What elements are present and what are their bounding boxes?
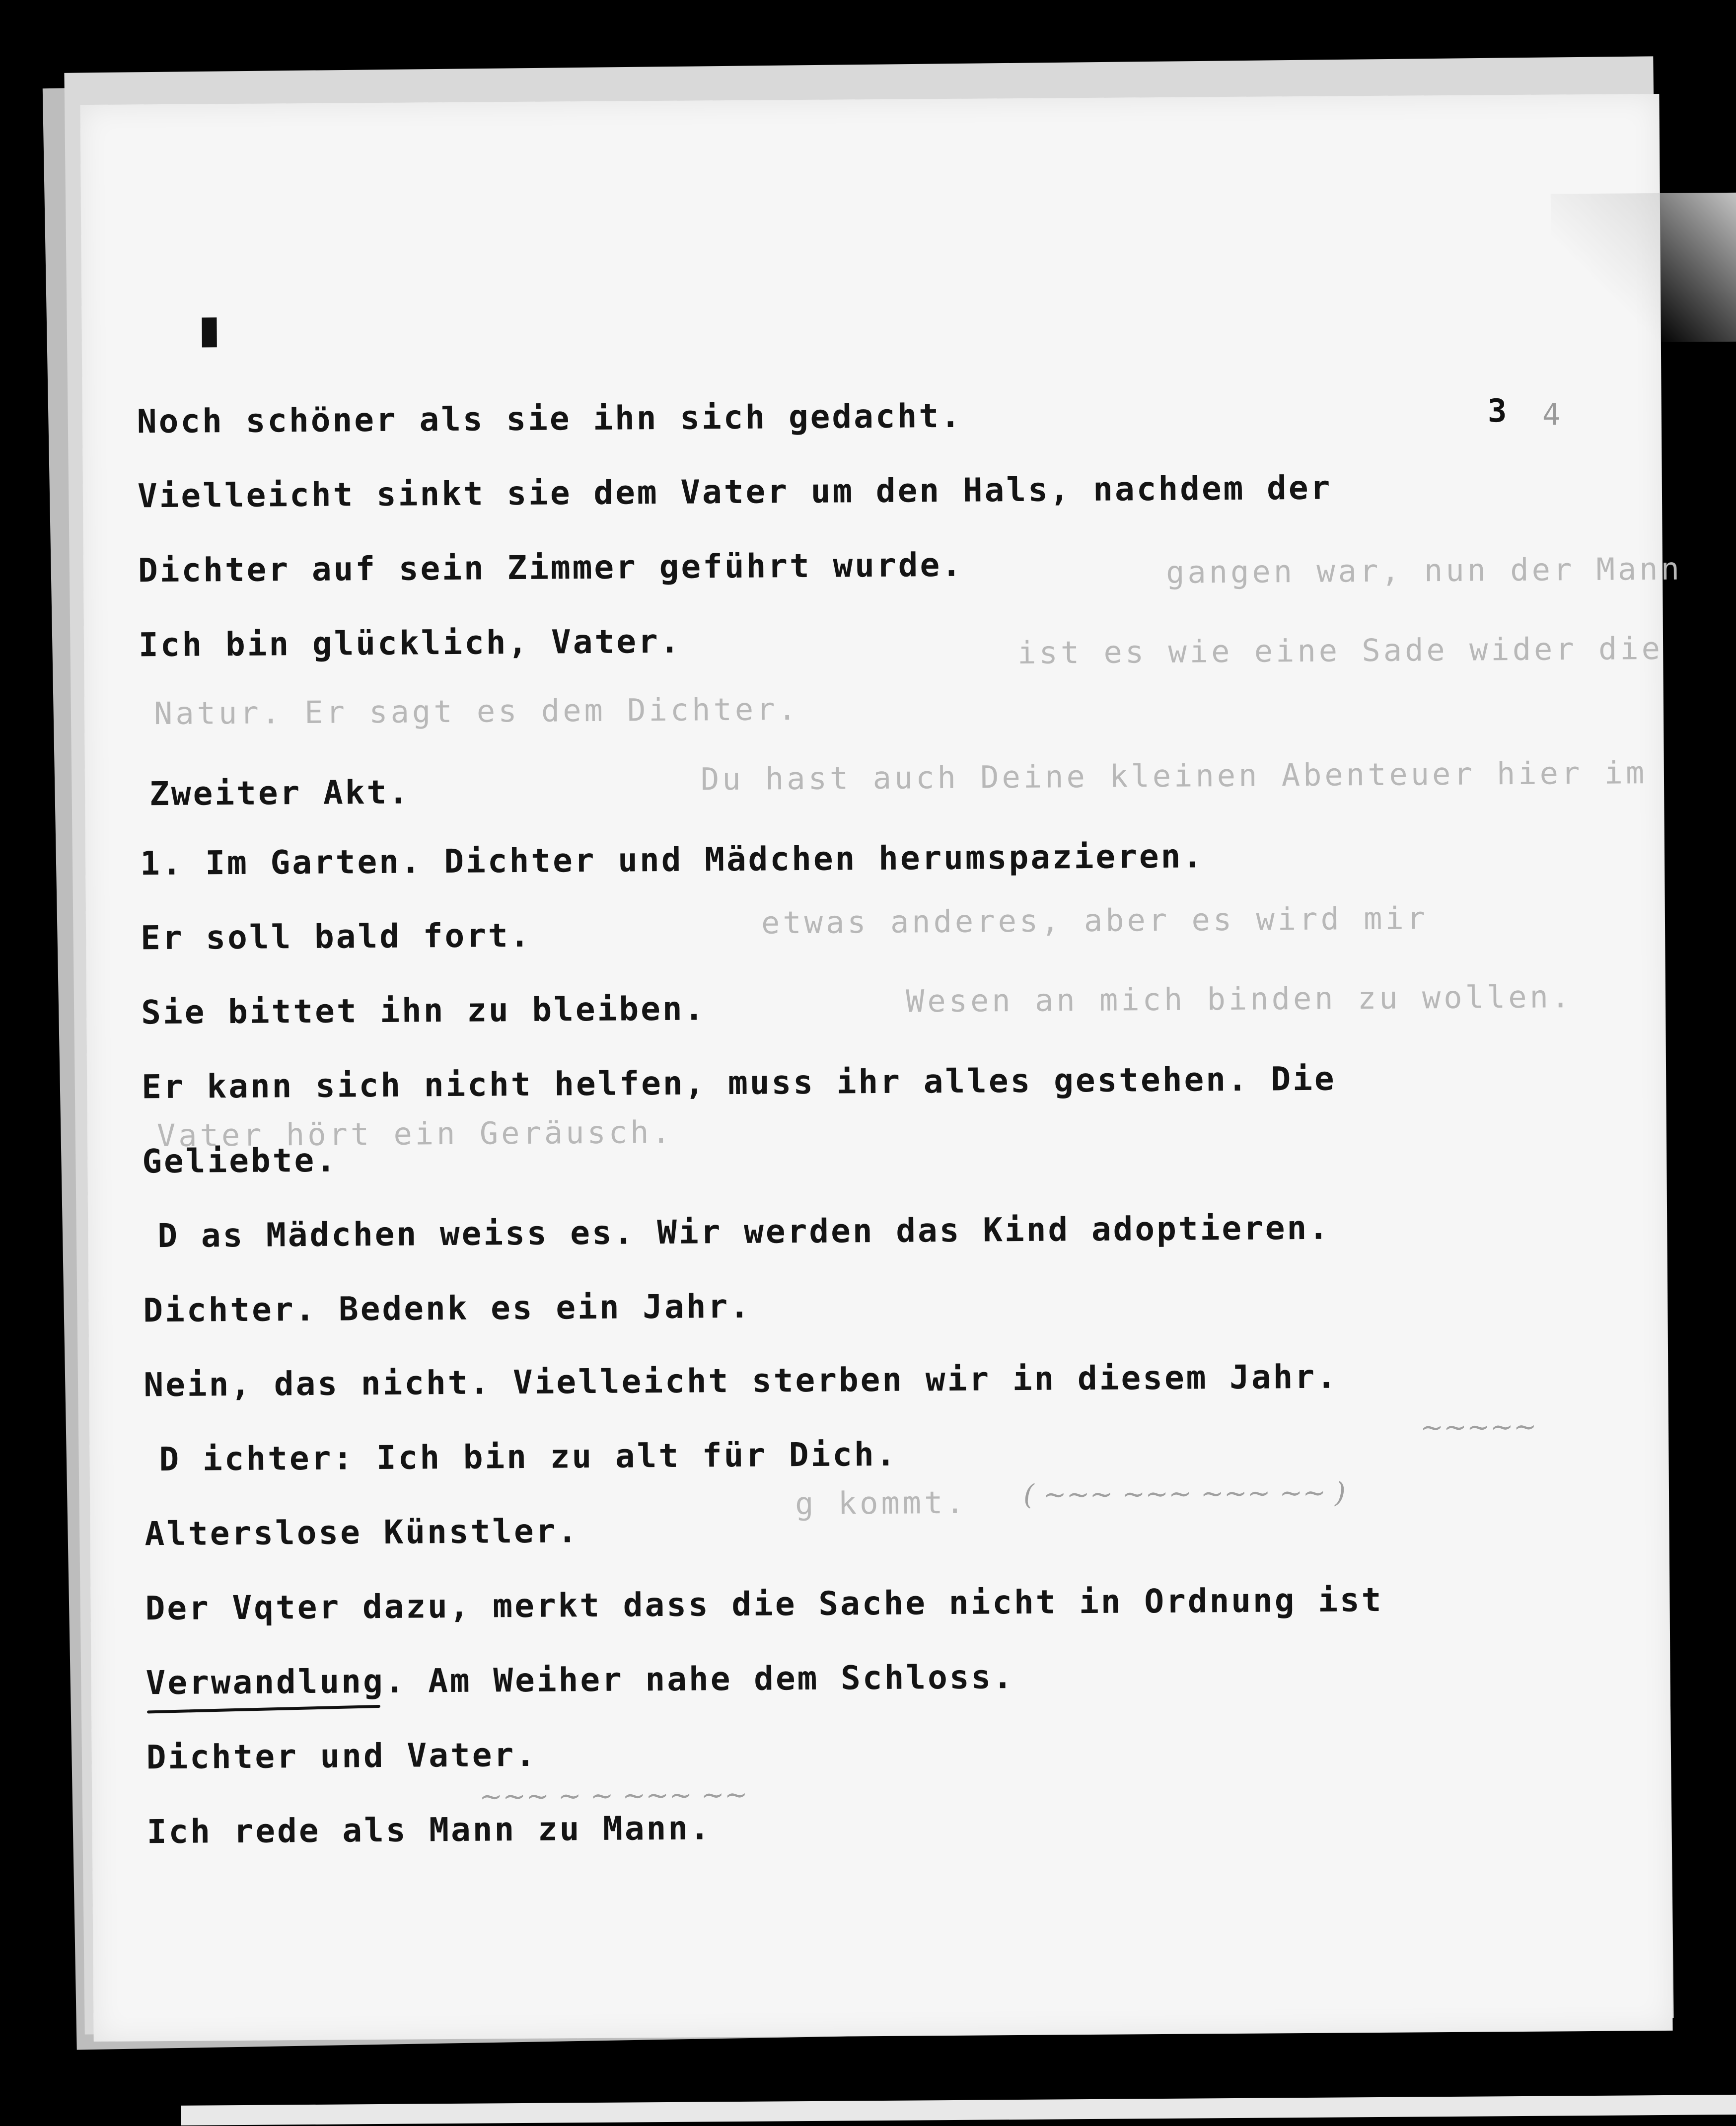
margin-mark (202, 317, 217, 347)
bleed-through-text: Wesen an mich binden zu wollen. (905, 978, 1573, 1020)
typed-line: D ichter: Ich bin zu alt für Dich. (159, 1435, 898, 1479)
handwritten-underline (147, 1705, 380, 1713)
typed-line: Ich rede als Mann zu Mann. (146, 1809, 712, 1851)
bleed-through-text: g kommt. (795, 1484, 967, 1522)
ghost-page-number: 4 (1542, 397, 1561, 433)
typed-line: Nein, das nicht. Vielleicht sterben wir in diesem Jahr. (144, 1357, 1339, 1404)
typed-line: Dichter auf sein Zimmer geführt wurde. (138, 545, 964, 590)
pencil-annotation: ~~~~~ (1420, 1410, 1537, 1444)
typed-line: 1. Im Garten. Dichter und Mädchen herumspazieren. (140, 837, 1205, 883)
bleed-through-text: Vater hört ein Geräusch. (156, 1113, 674, 1154)
typed-line: Er kann sich nicht helfen, muss ihr alles gestehen. Die (141, 1059, 1336, 1106)
typed-line: Alterslose Künstler. (145, 1512, 579, 1553)
bleed-through-text: etwas anderes, aber es wird mir (761, 900, 1429, 941)
bleed-through-text: Natur. Er sagt es dem Dichter. (153, 691, 800, 732)
bleed-through-text: gangen war, nun der Mann (1165, 550, 1683, 590)
pencil-annotation: ( ~~~ ~~~ ~~~ ~~ ) (1023, 1476, 1346, 1511)
bleed-through-text: ist es wie eine Sade wider die (1017, 630, 1664, 671)
typed-line: Er soll bald fort. (140, 916, 532, 957)
bleed-through-text: Du hast auch Deine kleinen Abenteuer hier im (700, 754, 1648, 798)
typed-line: Noch schöner als sie ihn sich gedacht. (137, 396, 963, 441)
typed-line: Vielleicht sinkt sie dem Vater um den Hals, nachdem der (137, 468, 1332, 515)
page-curl-shadow (1551, 193, 1736, 343)
typed-line: Dichter. Bedenk es ein Jahr. (143, 1287, 752, 1330)
page-bottom-edge (181, 2095, 1736, 2126)
typed-line: Geliebte. (142, 1141, 338, 1181)
typed-line: Sie bittet ihn zu bleiben. (141, 989, 706, 1032)
page-number: 3 (1487, 393, 1507, 430)
typed-line: D as Mädchen weiss es. Wir werden das Kind adoptieren. (157, 1208, 1331, 1255)
section-heading: Zweiter Akt. (149, 773, 411, 813)
typed-line: Ich bin glücklich, Vater. (138, 622, 682, 664)
typed-line: Dichter und Vater. (146, 1735, 538, 1777)
typed-line: Verwandlung. Am Weiher nahe dem Schloss. (145, 1658, 1015, 1702)
typed-line: Der Vqter dazu, merkt dass die Sache nicht in Ordnung ist (145, 1580, 1383, 1628)
pencil-annotation: ~~~ ~ ~ ~~~ ~~ (479, 1778, 748, 1813)
document-page (80, 94, 1683, 2042)
